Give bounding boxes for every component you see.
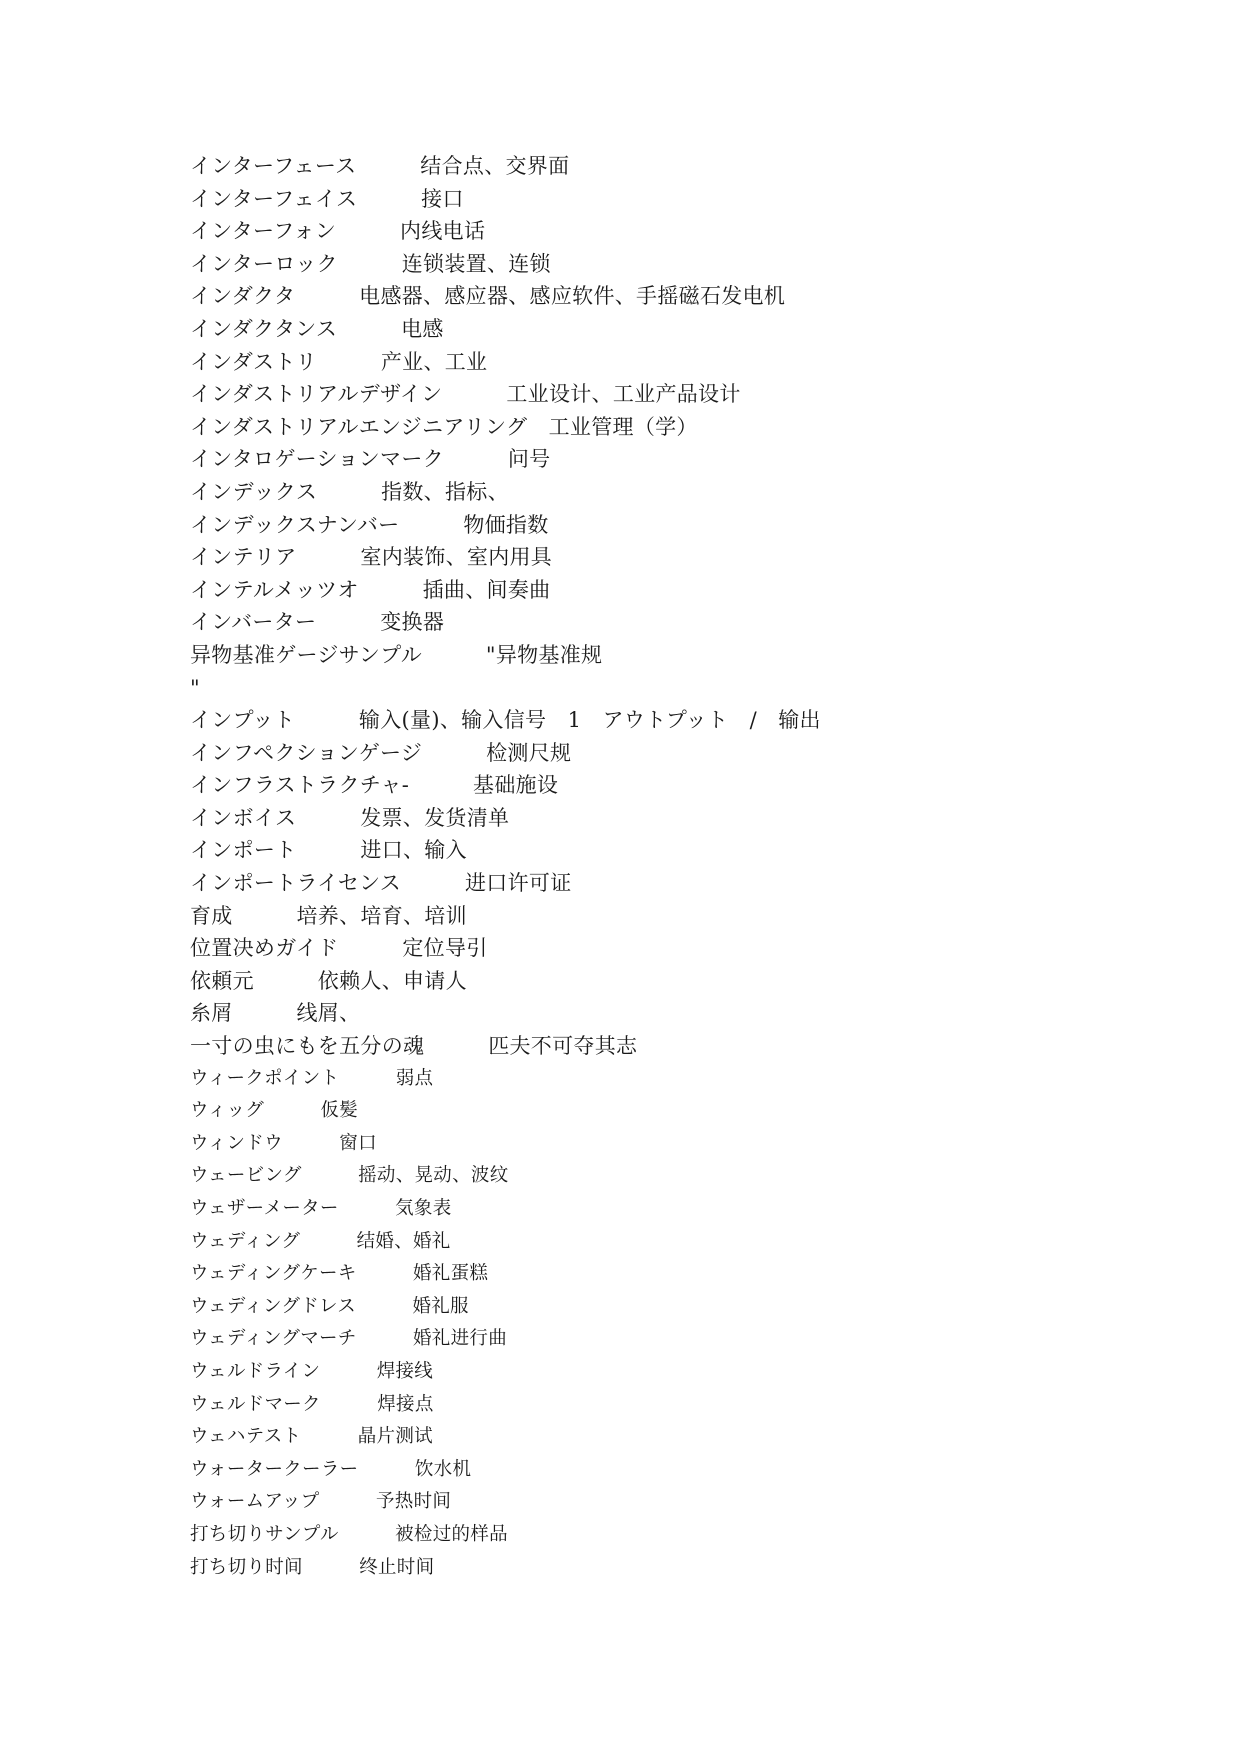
glossary-entry: 糸屑 线屑、 xyxy=(190,1001,361,1026)
glossary-entry: インダストリアルエンジニアリング 工业管理（学） xyxy=(190,414,698,439)
glossary-entry: ウェザーメーター 気象表 xyxy=(190,1198,452,1219)
glossary-entry: ウォータークーラー 饮水机 xyxy=(190,1458,472,1480)
glossary-entry: インデックスナンバー 物価指数 xyxy=(190,512,549,537)
glossary-entry: インターフェース 结合点、交界面 xyxy=(190,154,570,178)
glossary-entry: インダクタ 电感器、感应器、感应软件、手摇磁石发电机 xyxy=(190,284,786,309)
glossary-entry: ウェディングケーキ 婚礼蛋糕 xyxy=(190,1263,489,1285)
glossary-entry: ウェルドライン 焊接线 xyxy=(190,1360,434,1382)
glossary-entry-list xyxy=(190,150,1150,1584)
glossary-entry: インダストリアルデザイン 工业设计、工业产品设计 xyxy=(190,382,741,407)
glossary-entry: インダストリ 产业、工业 xyxy=(190,349,488,374)
glossary-entry: インバーター 变换器 xyxy=(190,610,445,635)
glossary-entry: インターフェイス 接口 xyxy=(190,186,464,211)
glossary-entry: ウォームアップ 予热时间 xyxy=(190,1491,452,1513)
glossary-entry: ウェディング 结婚、婚礼 xyxy=(190,1230,451,1252)
glossary-entry: ウェディングマーチ 婚礼进行曲 xyxy=(190,1328,508,1350)
glossary-entry: ウェディングドレス 婚礼服 xyxy=(190,1295,469,1317)
glossary-entry: インタロゲーションマーク 问号 xyxy=(190,447,551,472)
glossary-entry: インターフォン 内线电话 xyxy=(190,219,486,244)
glossary-entry: ウェルドマーク 焊接点 xyxy=(190,1393,434,1415)
glossary-entry: インダクタンス 电感 xyxy=(190,316,444,341)
glossary-entry: インデックス 指数、指标、 xyxy=(190,479,509,504)
glossary-entry: インフペクションゲージ 检测尺规 xyxy=(190,740,572,765)
glossary-entry: 一寸の虫にもを五分の魂 匹夫不可夺其志 xyxy=(190,1034,638,1059)
glossary-entry: インポート 进口、输入 xyxy=(190,838,467,863)
glossary-entry: 育成 培养、培育、培训 xyxy=(190,903,467,928)
glossary-entry: ウェービング 摇动、晃动、波纹 xyxy=(190,1165,509,1187)
glossary-entry: インフラストラクチャ- 基础施设 xyxy=(190,773,559,798)
glossary-entry: インターロック 连锁装置、连锁 xyxy=(190,251,551,276)
glossary-entry: ウェハテスト 晶片测试 xyxy=(190,1426,433,1448)
glossary-entry: 打ち切りサンプル 被检过的样品 xyxy=(190,1523,508,1545)
glossary-entry: 依頼元 依赖人、申请人 xyxy=(190,968,467,993)
glossary-entry: 打ち切り时间 终止时间 xyxy=(190,1556,435,1578)
glossary-entry: インプット 输入(量)、输入信号 1 アウトプット / 输出 xyxy=(190,708,821,733)
glossary-entry: インポートライセンス 进口许可证 xyxy=(190,871,572,896)
glossary-entry: ウィークポイント 弱点 xyxy=(190,1067,434,1089)
glossary-entry: インテルメッツオ 插曲、间奏曲 xyxy=(190,577,551,602)
glossary-entry: " xyxy=(190,675,200,700)
glossary-entry: 异物基准ゲージサンプル "异物基准规 xyxy=(190,642,603,667)
glossary-entry: インテリア 室内装饰、室内用具 xyxy=(190,545,553,570)
glossary-entry: 位置决めガイド 定位导引 xyxy=(190,936,488,961)
glossary-entry: ウィンドウ 窗口 xyxy=(190,1132,377,1154)
glossary-entry: ウィッグ 仮髪 xyxy=(190,1100,359,1122)
glossary-entry: インボイス 发票、发货清单 xyxy=(190,805,510,830)
